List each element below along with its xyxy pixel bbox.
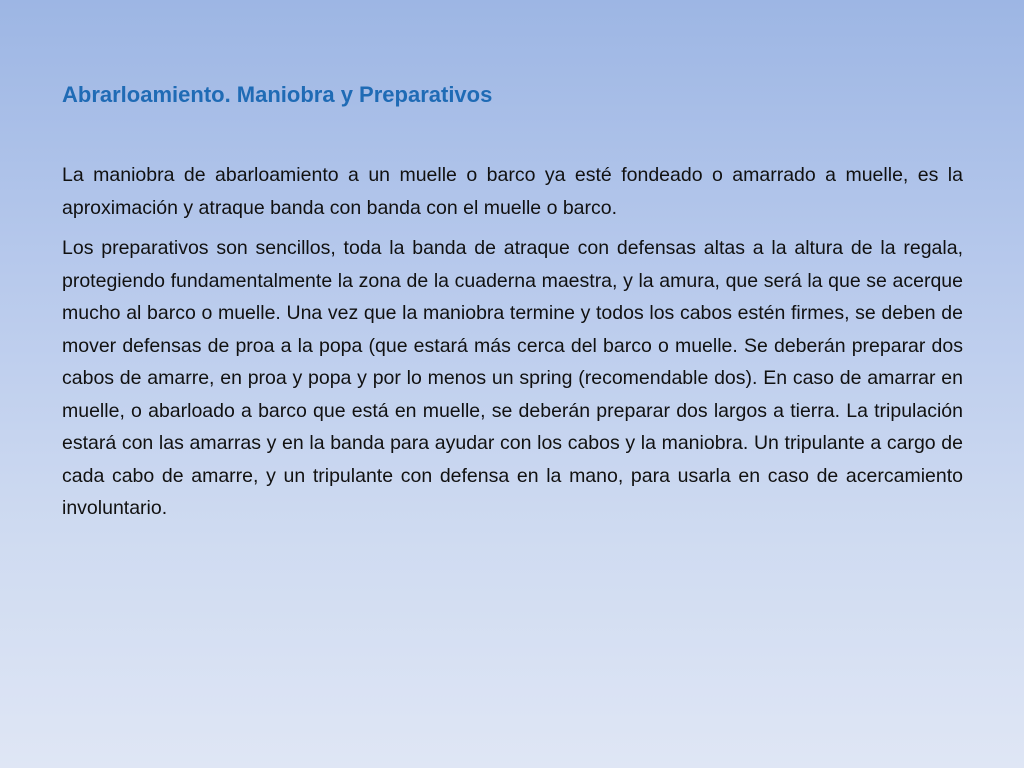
slide-body (62, 159, 963, 525)
paragraph-preparations: Los preparativos son sencillos, toda la banda de atraque con defensas altas a la altura de la regala, protegiendo fundamentalmente la zona de la cuaderna maestra, y la amura, que será la que se acerque mucho al barco o muelle. Una vez que la maniobra termine y todos los cabos estén firmes, se deben de mover defensas de proa a la popa (que estará más cerca del barco o muelle. Se deberán preparar dos cabos de amarre, en proa y popa y por lo menos un spring (recomendable dos). En caso de amarrar en muelle, o abarloado a barco que está en muelle, se deberán preparar dos largos a tierra. La tripulación estará con las amarras y en la banda para ayudar con los cabos y la maniobra. Un tripulante a cargo de cada cabo de amarre, y un tripulante con defensa en la mano, para usarla en caso de acercamiento involuntario. (62, 237, 963, 519)
paragraph-definition: La maniobra de abarloamiento a un muelle o barco ya esté fondeado o amarrado a muelle, es la aproximación y atraque banda con banda con el muelle o barco. (62, 164, 963, 219)
slide-title: Abrarloamiento. Maniobra y Preparativos (62, 82, 493, 107)
